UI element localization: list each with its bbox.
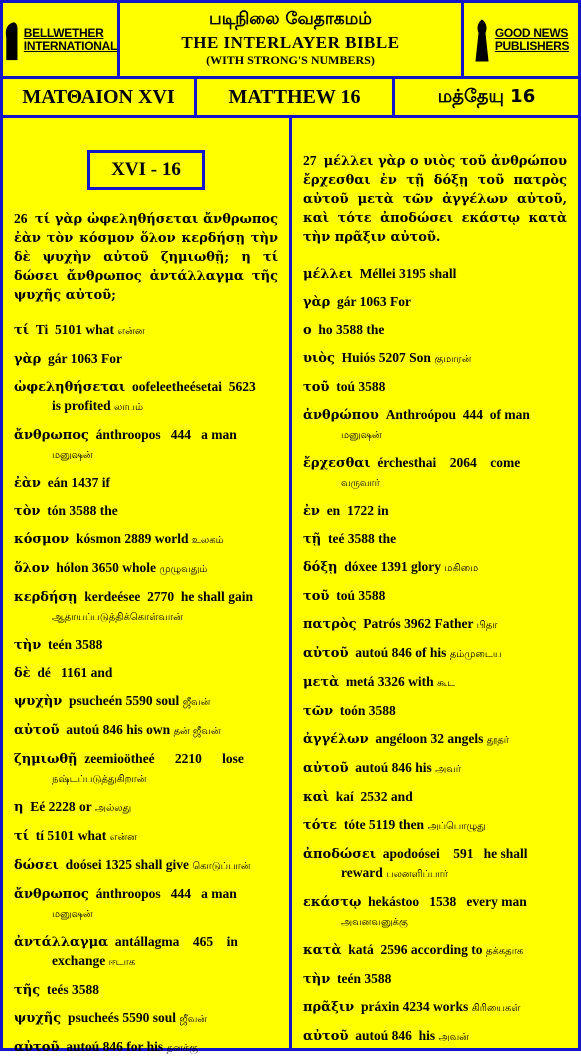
greek-word: τί — [14, 323, 30, 338]
word-entry — [14, 856, 278, 876]
greek-word: τοῦ — [303, 380, 330, 395]
word-entry-line — [14, 636, 278, 655]
word-entry-line — [303, 970, 567, 989]
transliteration-gloss: práxin 4234 works — [360, 999, 469, 1014]
transliteration-gloss: Anthroópou 444 of man — [385, 407, 530, 422]
tamil-gloss: ஜீவன் — [179, 1014, 207, 1025]
transliteration-gloss: gár 1063 For — [336, 294, 411, 309]
transliteration-gloss: antállagma 465 in — [114, 934, 238, 949]
tamil-gloss: கிரியைகள் — [471, 1003, 521, 1014]
tamil-gloss: மனுஷன் — [52, 450, 93, 461]
transliteration-gloss: hekástoo 1538 every man — [368, 894, 527, 909]
word-entry-line — [303, 321, 567, 340]
word-entry — [14, 321, 278, 341]
word-entry — [303, 502, 567, 521]
ram-logo-icon — [3, 17, 20, 63]
transliteration-gloss: autoú 846 his — [355, 760, 432, 775]
transliteration-gloss: Patrós 3962 Father — [363, 616, 474, 631]
greek-word: κερδήσῃ — [14, 590, 78, 605]
word-entry-line — [303, 587, 567, 606]
word-entry-continuation — [303, 912, 567, 932]
tamil-gloss: கூட — [437, 678, 456, 689]
word-entry — [303, 893, 567, 932]
greek-word: αὐτοῦ — [14, 723, 60, 738]
word-entry — [14, 798, 278, 818]
word-entry — [14, 827, 278, 847]
transliteration-gloss: eán 1437 if — [47, 475, 110, 490]
word-entry — [14, 721, 278, 741]
word-entry-line — [303, 558, 567, 578]
word-entry — [14, 1038, 278, 1058]
word-entry-line — [303, 615, 567, 635]
tamil-gloss: மனுஷன் — [341, 430, 382, 441]
word-entry — [14, 588, 278, 627]
word-entry-continuation — [303, 425, 567, 445]
word-entry — [303, 759, 567, 779]
tamil-gloss: தம்முடைய — [449, 649, 502, 660]
word-list — [303, 265, 567, 1047]
greek-word: ὠφεληθήσεται — [14, 380, 126, 395]
greek-word: εκάστῳ — [303, 895, 362, 910]
tamil-gloss: கொடுப்பான் — [192, 861, 251, 872]
transliteration-gloss: hólon 3650 whole — [56, 560, 157, 575]
english-gloss: reward — [341, 865, 383, 880]
word-entry-continuation — [14, 445, 278, 465]
transliteration-gloss: zeemioötheé 2210 lose — [84, 751, 244, 766]
bellwether-logo — [3, 3, 117, 76]
word-entry-continuation — [303, 864, 567, 884]
word-entry — [14, 933, 278, 972]
word-entry-line — [303, 673, 567, 693]
greek-word: ἀγγέλων — [303, 732, 369, 747]
greek-word: ἔρχεσθαι — [303, 456, 371, 471]
word-entry-line — [14, 530, 278, 550]
word-entry-continuation — [14, 607, 278, 627]
reference-tamil: மத்தேயு 16 — [395, 79, 578, 115]
word-entry-continuation — [303, 473, 567, 493]
greek-word: τὴν — [14, 638, 42, 653]
word-entry-line — [303, 759, 567, 779]
transliteration-gloss: teés 3588 — [46, 982, 99, 997]
word-entry-line — [14, 378, 278, 397]
word-entry-line — [303, 788, 567, 807]
word-entry — [303, 378, 567, 397]
transliteration-gloss: Méllei 3195 shall — [359, 266, 457, 281]
word-entry — [14, 885, 278, 924]
word-entry-line — [303, 406, 567, 425]
word-entry-line — [303, 702, 567, 721]
greek-word: πατρὸς — [303, 617, 357, 632]
word-entry — [14, 350, 278, 369]
tamil-gloss: மனுஷன் — [52, 909, 93, 920]
tamil-gloss: குமாரன் — [434, 354, 472, 365]
word-entry — [303, 615, 567, 635]
word-entry-line — [303, 998, 567, 1018]
tamil-gloss: தன் ஜீவன் — [173, 726, 221, 737]
word-entry — [303, 406, 567, 445]
word-entry-line — [303, 293, 567, 312]
greek-word: ἀνθρώπου — [303, 408, 379, 423]
title-block — [120, 3, 461, 76]
transliteration-gloss: toú 3588 — [336, 379, 386, 394]
word-entry — [303, 730, 567, 750]
word-entry — [14, 1009, 278, 1029]
transliteration-gloss: tón 3588 the — [47, 503, 118, 518]
greek-word: υιὸς — [303, 351, 335, 366]
transliteration-gloss: toú 3588 — [336, 588, 386, 603]
word-entry-line — [14, 502, 278, 521]
transliteration-gloss: doósei 1325 shall give — [65, 857, 189, 872]
tamil-gloss: உலகம் — [191, 535, 224, 546]
word-entry-line — [14, 750, 278, 769]
tamil-gloss: தக்கதாக — [485, 946, 524, 957]
word-entry-line — [303, 941, 567, 961]
transliteration-gloss: psucheén 5590 soul — [69, 693, 180, 708]
greek-word: ἄνθρωπος — [14, 887, 89, 902]
tamil-gloss: பலனளிப்பார் — [386, 869, 448, 880]
tamil-gloss: பிதா — [476, 620, 498, 631]
word-entry — [303, 644, 567, 664]
word-entry — [14, 559, 278, 579]
english-gloss: is profited — [52, 398, 111, 413]
transliteration-gloss: érchesthai 2064 come — [377, 455, 521, 470]
greek-word: μετὰ — [303, 675, 340, 690]
logo-text-line1: BELLWETHER — [23, 25, 104, 40]
greek-word: ἄνθρωπος — [14, 428, 89, 443]
word-entry-continuation — [14, 769, 278, 789]
greek-word: τὴν — [303, 972, 331, 987]
word-entry-line — [14, 692, 278, 712]
tamil-gloss: மகிமை — [444, 563, 479, 574]
transliteration-gloss: kósmon 2889 world — [75, 531, 189, 546]
tamil-gloss: தனக்கு — [166, 1043, 198, 1054]
tamil-gloss: முழுவதும் — [159, 564, 208, 575]
word-entry — [303, 587, 567, 606]
logo-text-line2: PUBLISHERS — [494, 38, 570, 53]
greek-word: αὐτοῦ — [14, 1040, 60, 1055]
transliteration-gloss: dé 1161 and — [37, 665, 113, 680]
greek-word: καὶ — [303, 790, 330, 805]
word-entry-line — [303, 502, 567, 521]
transliteration-gloss: ho 3588 the — [318, 322, 385, 337]
transliteration-gloss: tí 5101 what — [35, 828, 107, 843]
tamil-gloss: வருவார் — [341, 478, 380, 489]
greek-word: αὐτοῦ — [303, 646, 349, 661]
word-entry-line — [14, 933, 278, 952]
word-entry — [303, 816, 567, 836]
transliteration-gloss: psucheés 5590 soul — [67, 1010, 176, 1025]
word-entry-line — [14, 856, 278, 876]
transliteration-gloss: gár 1063 For — [47, 351, 122, 366]
word-entry — [303, 265, 567, 284]
word-entry — [14, 981, 278, 1000]
verse-number: 26 — [14, 211, 28, 226]
transliteration-gloss: metá 3326 with — [345, 674, 434, 689]
greek-word: κόσμον — [14, 532, 70, 547]
verse-text: τί γὰρ ὠφεληθήσεται ἄνθρωπος ἐὰν τὸν κόσμον ὅλον κερδήσῃ τὴν δὲ ψυχὴν αὐτοῦ ζημιωθῇ; η τί δώσει ἄνθρωπος ἀντάλλαγμα τῆς ψυχῆς αὐτοῦ; — [14, 212, 279, 303]
word-entry-continuation — [14, 397, 278, 417]
good-news-logo — [464, 3, 578, 76]
logo-text-line1: GOOD NEWS — [494, 25, 569, 40]
word-entry-line — [14, 981, 278, 1000]
greek-word: γὰρ — [303, 295, 331, 310]
word-entry-line — [14, 827, 278, 847]
greek-word: ἀποδώσει — [303, 847, 377, 862]
word-entry-line — [303, 530, 567, 549]
word-entry-continuation — [14, 904, 278, 924]
word-entry-line — [303, 730, 567, 750]
word-entry — [14, 474, 278, 493]
word-entry — [14, 530, 278, 550]
tamil-gloss: ஜீவன் — [182, 697, 211, 708]
word-entry — [14, 750, 278, 789]
word-entry — [14, 664, 278, 683]
word-entry — [303, 845, 567, 884]
word-entry-line — [14, 559, 278, 579]
greek-word: πρᾶξιν — [303, 1000, 355, 1015]
word-entry-line — [14, 426, 278, 445]
word-entry — [303, 788, 567, 807]
tamil-gloss: நஷ்டப்படுத்துகிறான் — [52, 774, 147, 785]
tamil-gloss: ஈடாக — [108, 957, 136, 968]
transliteration-gloss: tóte 5119 then — [343, 817, 425, 832]
word-entry-line — [14, 798, 278, 818]
transliteration-gloss: teén 3588 — [47, 637, 103, 652]
tamil-gloss: என்ன — [117, 326, 145, 337]
word-entry-line — [14, 721, 278, 741]
tamil-gloss: ஆதாயப்படுத்திக்கொள்வான் — [52, 612, 183, 623]
word-entry-line — [14, 885, 278, 904]
word-entry — [303, 970, 567, 989]
word-entry — [14, 502, 278, 521]
word-list — [14, 321, 278, 1058]
title-main: THE INTERLAYER BIBLE — [181, 33, 400, 52]
word-entry-line — [303, 1027, 567, 1047]
greek-word: αὐτοῦ — [303, 761, 349, 776]
transliteration-gloss: autoú 846 of his — [355, 645, 447, 660]
transliteration-gloss: toón 3588 — [339, 703, 396, 718]
right-column — [292, 118, 578, 1048]
greek-word: δόξῃ — [303, 560, 338, 575]
greek-word: δώσει — [14, 858, 59, 873]
word-entry — [303, 941, 567, 961]
word-entry — [303, 454, 567, 493]
word-entry — [303, 702, 567, 721]
greek-word: κατὰ — [303, 943, 342, 958]
word-entry-continuation — [14, 952, 278, 972]
greek-word: ψυχὴν — [14, 694, 63, 709]
transliteration-gloss: en 1722 in — [326, 503, 389, 518]
transliteration-gloss: teé 3588 the — [327, 531, 397, 546]
word-entry-line — [303, 349, 567, 369]
greek-word: ὅλον — [14, 561, 50, 576]
greek-word: τῶν — [303, 704, 334, 719]
word-entry-line — [14, 664, 278, 683]
transliteration-gloss: kerdeésee 2770 he shall gain — [84, 589, 253, 604]
word-entry — [303, 293, 567, 312]
word-entry-line — [303, 378, 567, 397]
tamil-gloss: என்ன — [109, 832, 137, 843]
greek-word: τότε — [303, 818, 338, 833]
transliteration-gloss: autoú 846 his — [355, 1028, 436, 1043]
word-entry-line — [303, 454, 567, 473]
title-subtitle: (WITH STRONG'S NUMBERS) — [206, 53, 375, 67]
tamil-gloss: அவர் — [435, 764, 462, 775]
verse-number: 27 — [303, 153, 317, 168]
logo-text-line2: INTERNATIONAL — [23, 38, 117, 53]
greek-word: δὲ — [14, 666, 31, 681]
verse-text: μέλλει γὰρ ο υιὸς τοῦ ἀνθρώπου ἔρχεσθαι ἐν τῇ δόξῃ τοῦ πατρὸς αὐτοῦ μετὰ τῶν ἀγγέλων αὐτοῦ, καὶ τότε ἀποδώσει εκάστῳ κατὰ τὴν πρᾶξιν αὐτοῦ. — [303, 154, 568, 245]
english-gloss: exchange — [52, 953, 106, 968]
greek-word: τῇ — [303, 532, 322, 547]
left-column — [3, 118, 289, 1055]
word-entry — [14, 636, 278, 655]
verse-26 — [14, 210, 278, 305]
transliteration-gloss: teén 3588 — [336, 971, 392, 986]
word-entry — [303, 321, 567, 340]
word-entry-line — [303, 644, 567, 664]
transliteration-gloss: Huiós 5207 Son — [341, 350, 431, 365]
greek-word: ἐὰν — [14, 476, 41, 491]
tamil-gloss: லாபம் — [114, 402, 144, 413]
greek-word: γὰρ — [14, 352, 42, 367]
word-entry-line — [14, 1038, 278, 1058]
word-entry — [14, 378, 278, 417]
word-entry-line — [14, 588, 278, 607]
greek-word: αὐτοῦ — [303, 1029, 349, 1044]
word-entry — [303, 998, 567, 1018]
tamil-gloss: அல்லது — [94, 803, 132, 814]
word-entry — [303, 673, 567, 693]
word-entry — [303, 530, 567, 549]
greek-word: ζημιωθῇ — [14, 752, 78, 767]
greek-word: η — [14, 800, 24, 815]
transliteration-gloss: ánthroopos 444 a man — [95, 886, 237, 901]
greek-word: τοῦ — [303, 589, 330, 604]
word-entry — [303, 1027, 567, 1047]
word-entry — [303, 558, 567, 578]
word-entry — [14, 692, 278, 712]
chapter-badge: XVI - 16 — [87, 150, 205, 190]
word-entry — [303, 349, 567, 369]
transliteration-gloss: angéloon 32 angels — [375, 731, 484, 746]
greek-word: ψυχῆς — [14, 1011, 62, 1026]
transliteration-gloss: autoú 846 for his — [66, 1039, 164, 1054]
transliteration-gloss: autoú 846 his own — [66, 722, 171, 737]
greek-word: μέλλει — [303, 267, 353, 282]
greek-word: ἐν — [303, 504, 320, 519]
verse-27 — [303, 152, 567, 247]
transliteration-gloss: ánthroopos 444 a man — [95, 427, 237, 442]
transliteration-gloss: kaí 2532 and — [335, 789, 413, 804]
tamil-gloss: தூதர் — [486, 735, 510, 746]
word-entry-line — [303, 893, 567, 912]
word-entry-line — [14, 474, 278, 493]
transliteration-gloss: Eé 2228 or — [30, 799, 92, 814]
tamil-gloss: அவனவனுக்கு — [341, 917, 408, 928]
word-entry-line — [14, 321, 278, 341]
transliteration-gloss: oofeleetheésetai 5623 — [132, 379, 256, 394]
greek-word: τί — [14, 829, 30, 844]
greek-word: ἀντάλλαγμα — [14, 935, 109, 950]
torch-logo-icon — [473, 17, 491, 63]
transliteration-gloss: katá 2596 according to — [348, 942, 483, 957]
word-entry — [14, 426, 278, 465]
word-entry-line — [14, 350, 278, 369]
word-entry-line — [14, 1009, 278, 1029]
reference-english: MATTHEW 16 — [197, 79, 392, 115]
greek-word: τῆς — [14, 983, 41, 998]
word-entry-line — [303, 816, 567, 836]
word-entry-line — [303, 265, 567, 284]
transliteration-gloss: dóxee 1391 glory — [344, 559, 441, 574]
greek-word: τὸν — [14, 504, 41, 519]
greek-word: ο — [303, 323, 312, 338]
transliteration-gloss: apodoósei 591 he shall — [382, 846, 528, 861]
transliteration-gloss: Ti 5101 what — [35, 322, 114, 337]
reference-greek: ΜΑΤΘΑΙΟΝ XVI — [3, 79, 194, 115]
tamil-gloss: அவன் — [438, 1032, 469, 1043]
word-entry-line — [303, 845, 567, 864]
title-tamil: படிநிலை வேதாகமம் — [209, 9, 372, 29]
tamil-gloss: அப்பொழுது — [427, 821, 486, 832]
